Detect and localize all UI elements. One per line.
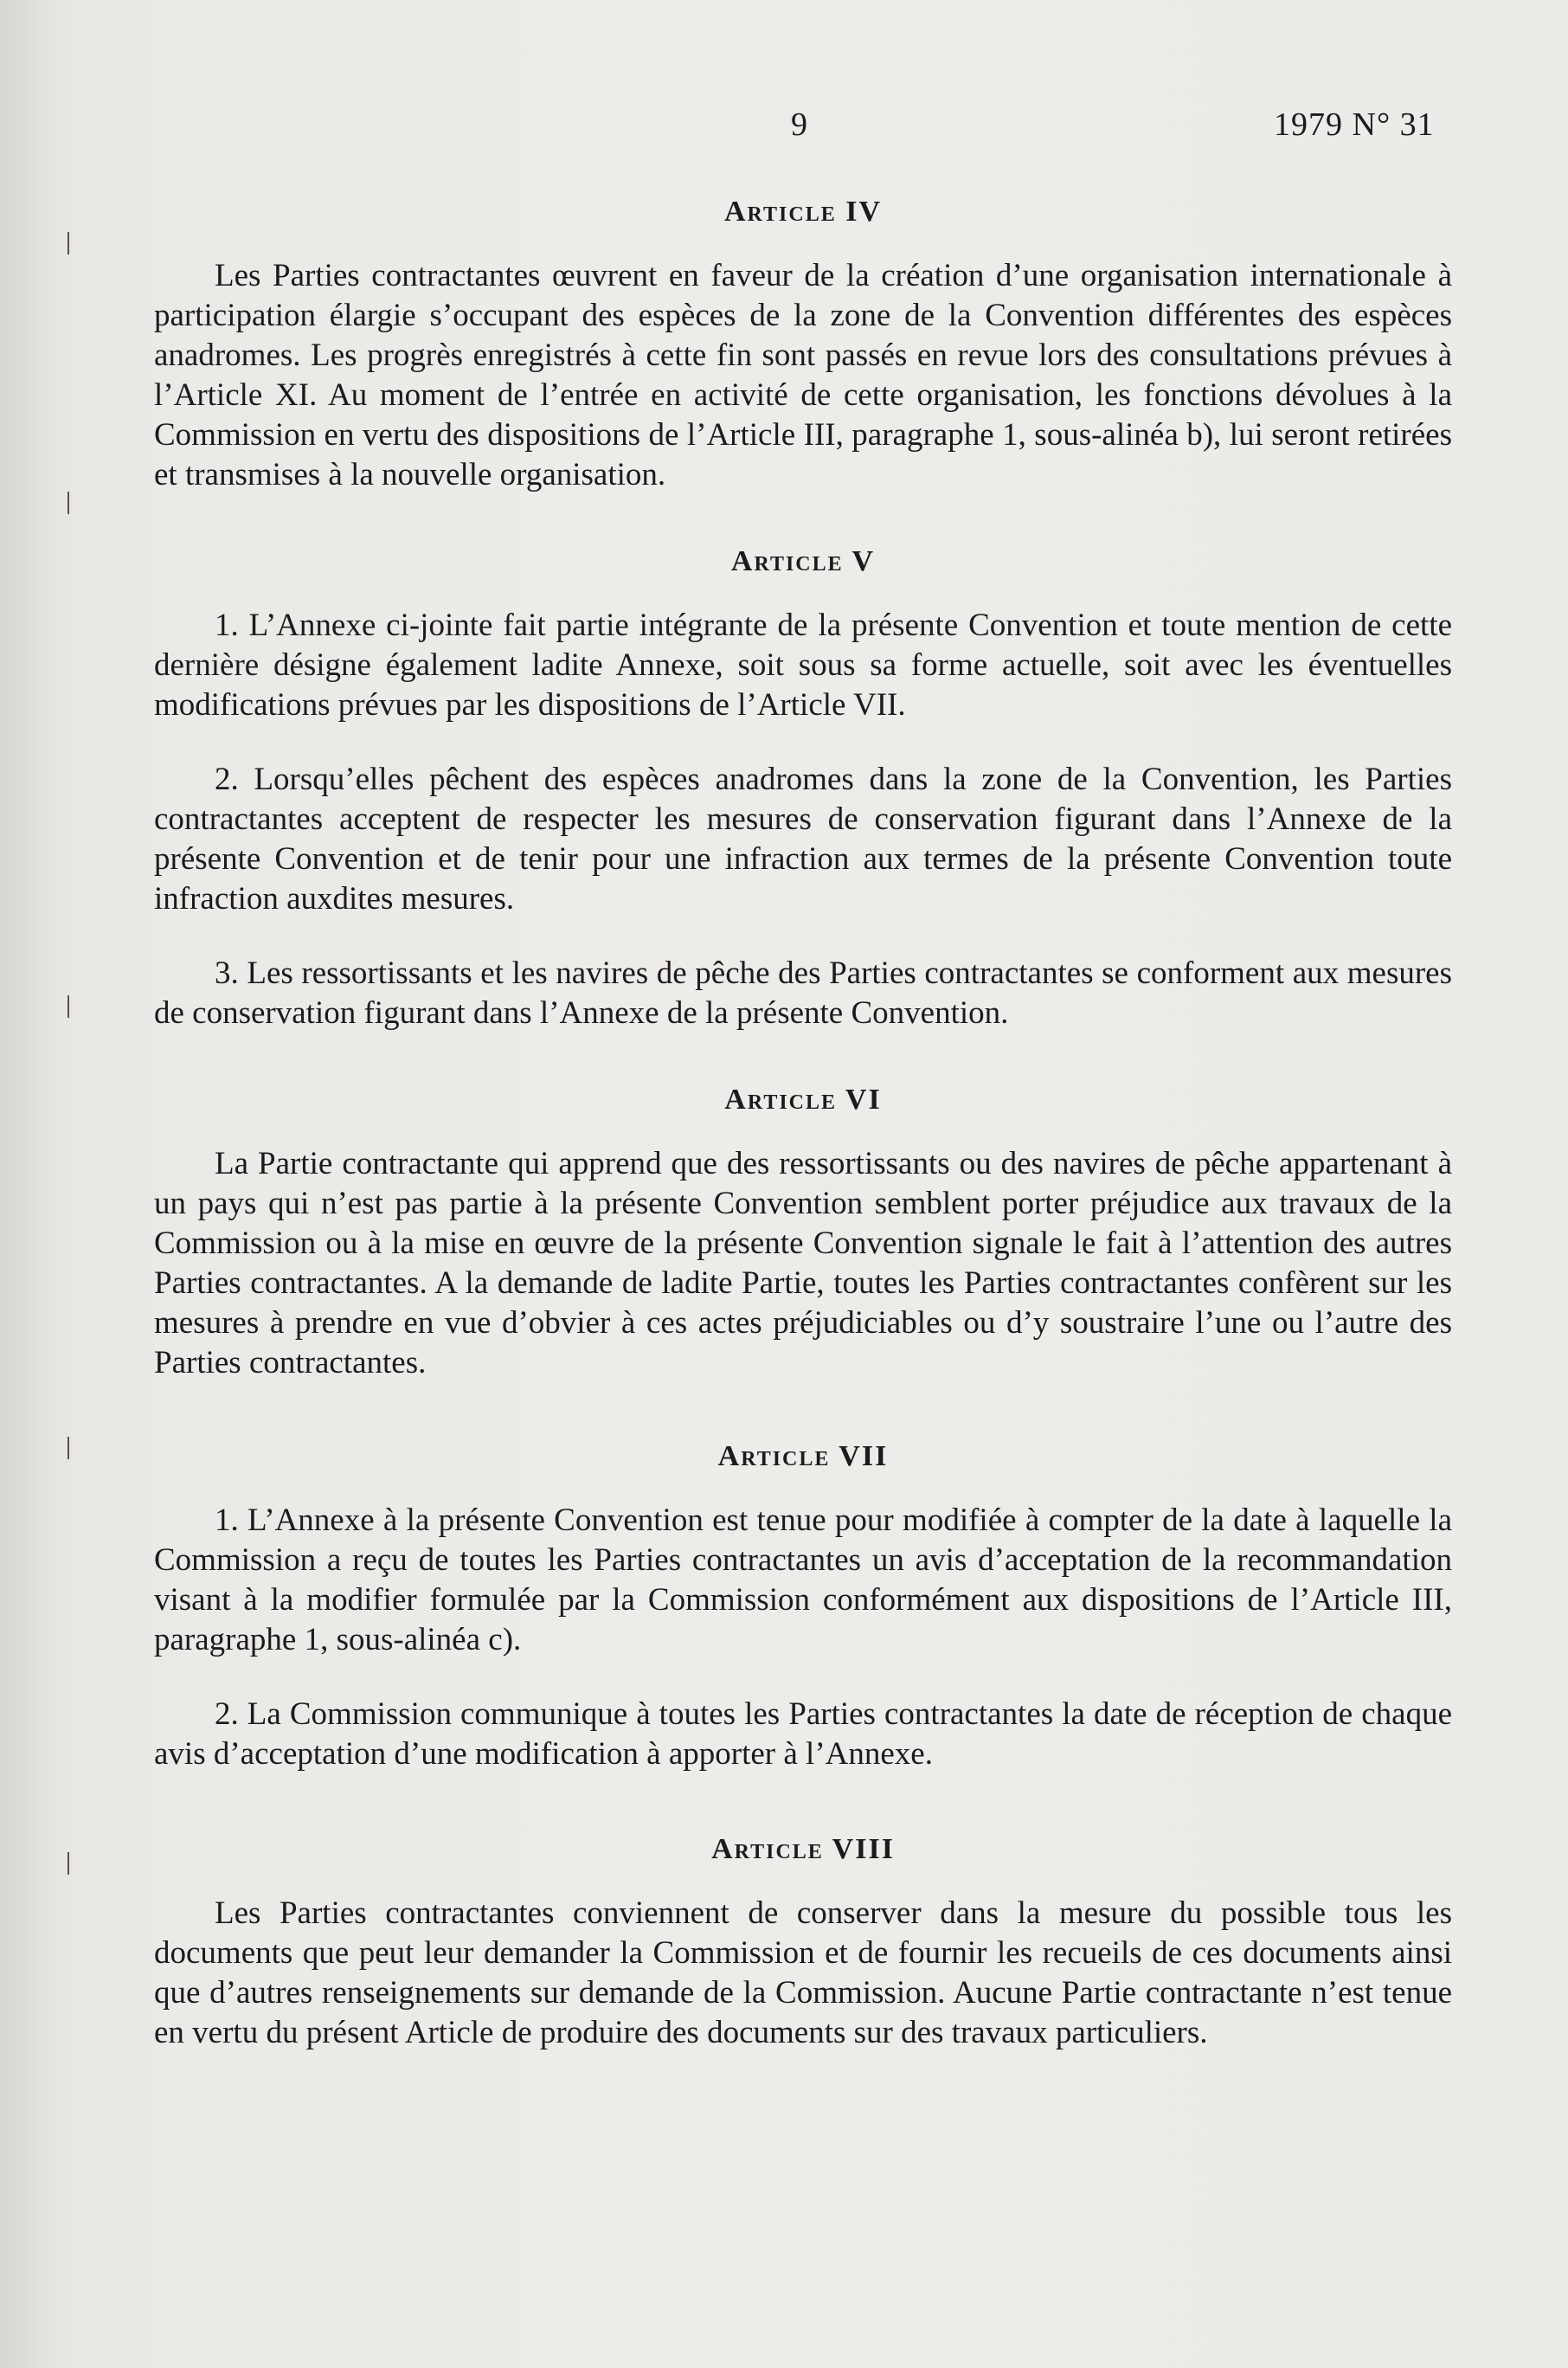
document-body [154, 190, 1452, 2088]
article-section [154, 190, 1452, 495]
article-heading: Article VI [724, 1084, 882, 1116]
page-header [0, 106, 1568, 158]
article-heading: Article VIII [711, 1833, 895, 1865]
article-paragraph: 1. L’Annexe ci-jointe fait partie intégrante de la présente Convention et toute mention de cette dernière désigne également ladite Annexe, soit sous sa forme actuelle, soit avec les éventuelles modifications prévues par les dispositions de l’Article VII. [154, 608, 1452, 723]
article-section [154, 1435, 1452, 1774]
article-section [154, 540, 1452, 1033]
margin-mark [67, 1852, 69, 1875]
margin-mark [67, 492, 69, 514]
article-heading: Article IV [723, 196, 883, 228]
article-section [154, 1828, 1452, 2053]
article-paragraph: 3. Les ressortissants et les navires de pêche des Parties contractantes se conforment aux mesures de conservation figurant dans l’Annexe de la présente Convention. [154, 956, 1452, 1031]
margin-mark [67, 232, 69, 254]
article-paragraph: Les Parties contractantes conviennent de conserver dans la mesure du possible tous les documents que peut leur demander la Commission et de fournir les recueils de ces documents ainsi que d’autres renseignements sur demande de la Commission. Aucune Partie contractante n’est tenue en vertu du présent Article de produire des documents sur des travaux particuliers. [154, 1895, 1452, 2050]
article-heading: Article V [730, 545, 876, 577]
page-number: 9 [791, 106, 807, 143]
margin-mark [67, 1437, 69, 1459]
margin-mark [67, 995, 69, 1018]
year-and-number: 1979 N° 31 [1274, 106, 1435, 143]
article-paragraph: 2. La Commission communique à toutes les Parties contractantes la date de réception de chaque avis d’acceptation d’une modification à apporter à l’Annexe. [154, 1696, 1452, 1772]
article-paragraph: Les Parties contractantes œuvrent en faveur de la création d’une organisation internationale à participation élargie s’occupant des espèces de la zone de la Convention différentes des espèces anadromes. Les progrès enregistrés à cette fin sont passés en revue lors des consultations prévues à l’Article XI. Au moment de l’entrée en activité de cette organisation, les fonctions dévolues à la Commission en vertu des dispositions de l’Article III, paragraphe 1, sous-alinéa b), lui seront retirées et transmises à la nouvelle organisation. [154, 258, 1452, 492]
binding-shadow [0, 0, 52, 2368]
article-section [154, 1078, 1452, 1383]
article-paragraph: La Partie contractante qui apprend que des ressortissants ou des navires de pêche appartenant à un pays qui n’est pas partie à la présente Convention semblent porter préjudice aux travaux de la Commission ou à la mise en œuvre de la présente Convention signale le fait à l’attention des autres Parties contractantes. A la demande de ladite Partie, toutes les Parties contractantes confèrent sur les mesures à prendre en vue d’obvier à ces actes préjudiciables ou d’y soustraire l’une ou l’autre des Parties contractantes. [154, 1146, 1452, 1380]
article-paragraph: 1. L’Annexe à la présente Convention est tenue pour modifiée à compter de la date à laquelle la Commission a reçu de toutes les Parties contractantes un avis d’acceptation de la recommandation visant à la modifier formulée par la Commission conformément aux dispositions de l’Article III, paragraphe 1, sous-alinéa c). [154, 1503, 1452, 1657]
article-paragraph: 2. Lorsqu’elles pêchent des espèces anadromes dans la zone de la Convention, les Parties contractantes acceptent de respecter les mesures de conservation figurant dans l’Annexe de la présente Convention et de tenir pour une infraction aux termes de la présente Convention toute infraction auxdites mesures. [154, 762, 1452, 917]
article-heading: Article VII [717, 1440, 889, 1472]
